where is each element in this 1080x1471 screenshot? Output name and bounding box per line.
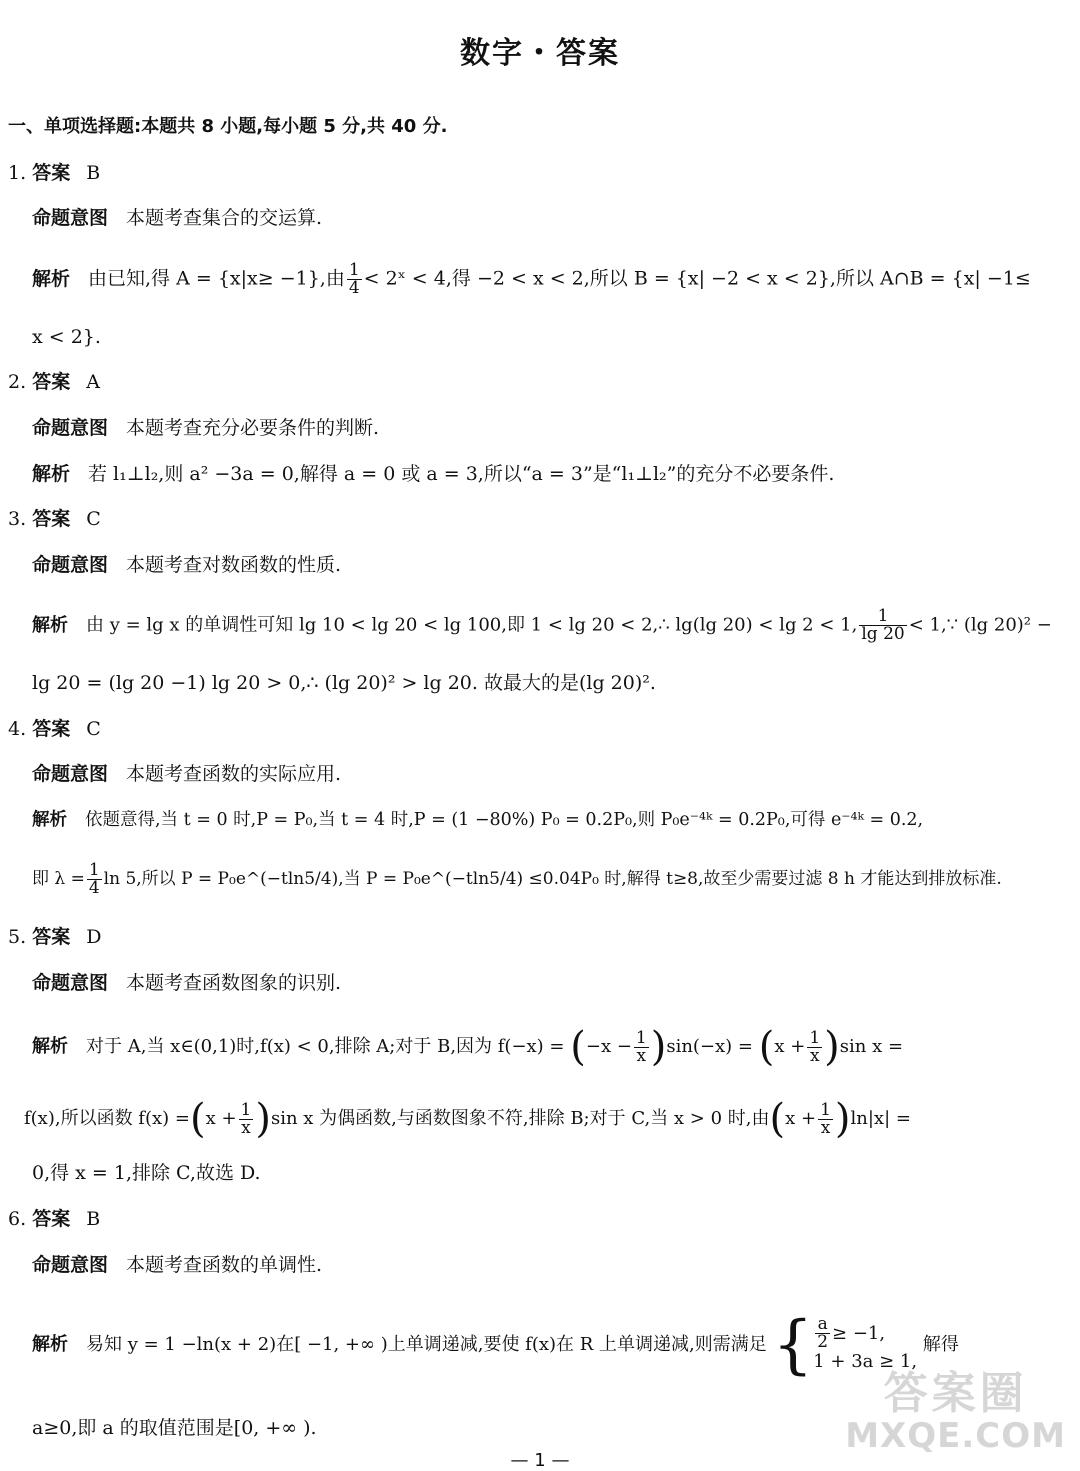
fraction: $\frac{1}{x}$ — [809, 1027, 821, 1066]
answer-2: 2. 答案 A — [8, 371, 100, 393]
equation-system: { $\frac{a}{2}$ ≥ −1, 1 + 3a ≥ 1, — [772, 1308, 918, 1382]
analysis-6: 解析 易知 y = 1 −ln(x + 2)在[ −1, +∞ )上单调递减,要使 f(x)在 R 上单调递减,则需满足 { $\frac{a}{2}$ ≥ −1, 1 + 3a ≥ 1, 解得 — [32, 1308, 959, 1382]
watermark-logo: 答案圈 MXQE.COM — [845, 1368, 1066, 1457]
intent-6: 命题意图 本题考查函数的单调性. — [32, 1254, 323, 1276]
analysis-6-cont: a≥0,即 a 的取值范围是[0, +∞ ). — [32, 1417, 317, 1439]
answer-6: 6. 答案 B — [8, 1208, 101, 1230]
analysis-5-cont: f(x),所以函数 f(x) =(x + $\frac{1}{x}$ )sin x 为偶函数,与函数图象不符,排除 B;对于 C,当 x > 0 时,由(x + $\frac{1}{x}$ )ln|x| = — [24, 1096, 911, 1142]
analysis-5-cont2: 0,得 x = 1,排除 C,故选 D. — [32, 1162, 261, 1184]
analysis-2: 解析 若 l₁⊥l₂,则 a² −3a = 0,解得 a = 0 或 a = 3,所以“a = 3”是“l₁⊥l₂”的充分不必要条件. — [32, 463, 835, 485]
answer-5: 5. 答案 D — [8, 926, 102, 948]
fraction: $\frac{1}{x}$ — [820, 1099, 831, 1138]
answer-1: 1. 答案 B — [8, 162, 101, 184]
intent-4: 命题意图 本题考查函数的实际应用. — [32, 763, 342, 785]
fraction: $\frac{1}{x}$ — [635, 1027, 647, 1066]
intent-1: 命题意图 本题考查集合的交运算. — [32, 207, 323, 229]
analysis-1-cont: x < 2}. — [32, 326, 101, 348]
analysis-1: 解析 由已知,得 A = {x|x≥ −1},由 $\frac{1}{4}$ < 2ˣ < 4,得 −2 < x < 2,所以 B = {x| −2 < x < 2},所以 A∩B = {x| −1≤ — [32, 260, 1031, 298]
analysis-4-cont: 即 λ = $\frac{1}{4}$ ln 5,所以 P = P₀e^(−tln5/4),当 P = P₀e^(−tln5/4) ≤0.04P₀ 时,解得 t≥8,故至少需要过滤 8 h 才能达到排放标准. — [32, 860, 1002, 898]
answer-3: 3. 答案 C — [8, 508, 101, 530]
analysis-4: 解析 依题意得,当 t = 0 时,P = P₀,当 t = 4 时,P = (1 −80%) P₀ = 0.2P₀,则 P₀e⁻⁴ᵏ = 0.2P₀,可得 e⁻⁴ᵏ = 0.2, — [32, 810, 924, 830]
page-number: — 1 — — [510, 1450, 570, 1471]
intent-2: 命题意图 本题考查充分必要条件的判断. — [32, 417, 380, 439]
analysis-3-cont: lg 20 = (lg 20 −1) lg 20 > 0,∴ (lg 20)² > lg 20. 故最大的是(lg 20)². — [32, 672, 656, 694]
analysis-3: 解析 由 y = lg x 的单调性可知 lg 10 < lg 20 < lg 100,即 1 < lg 20 < 2,∴ lg(lg 20) < lg 2 < 1, $\frac{1}{\lg 20}$ < 1,∵ (lg 20)² − — [32, 606, 1052, 644]
intent-5: 命题意图 本题考查函数图象的识别. — [32, 972, 342, 994]
answer-4: 4. 答案 C — [8, 718, 101, 740]
fraction: $\frac{1}{x}$ — [240, 1099, 252, 1138]
section-heading: 一、单项选择题:本题共 8 小题,每小题 5 分,共 40 分. — [8, 116, 448, 137]
fraction: $\frac{1}{\lg 20}$ — [861, 606, 905, 644]
page-title: 数字・答案 — [460, 36, 620, 71]
fraction: $\frac{1}{4}$ — [348, 260, 360, 298]
analysis-5: 解析 对于 A,当 x∈(0,1)时,f(x) < 0,排除 A;对于 B,因为 f(−x) = (−x − $\frac{1}{x}$ )sin(−x) = (x + $\frac{1}{x}$ )sin x = — [32, 1024, 904, 1070]
intent-3: 命题意图 本题考查对数函数的性质. — [32, 554, 342, 576]
fraction: $\frac{1}{4}$ — [88, 860, 100, 898]
